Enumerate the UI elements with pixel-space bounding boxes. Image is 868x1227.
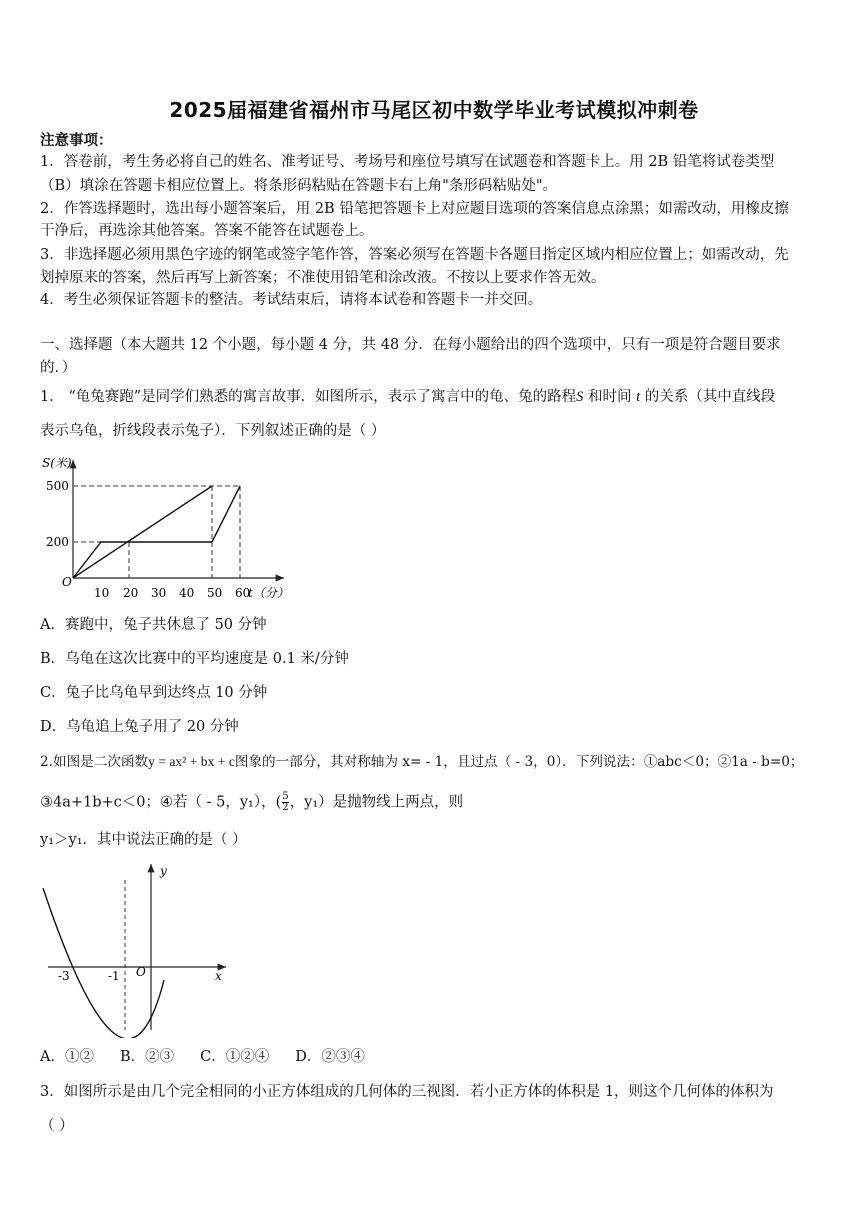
x-tick-40: 40	[179, 586, 195, 600]
parabola-curve	[43, 888, 164, 1038]
x-tick-20: 20	[123, 586, 139, 600]
y-tick-500: 500	[46, 479, 69, 493]
y-tick-200: 200	[46, 535, 69, 549]
q1-option-b: B．乌龟在这次比赛中的平均速度是 0.1 米/分钟	[40, 651, 349, 667]
section-heading-line-2: 的．）	[40, 360, 77, 376]
tortoise-line	[73, 486, 212, 578]
q1-option-c: C．兔子比乌龟早到达终点 10 分钟	[40, 685, 268, 701]
q2-option-d: D．②③④	[295, 1049, 365, 1065]
notice-line-7: 4．考生必须保证答题卡的整洁。考试结束后，请将本试卷和答题卡一并交回。	[40, 292, 543, 308]
section-heading-line-1: 一、选择题（本大题共 12 个小题，每小题 4 分，共 48 分．在每小题给出的四个选项中，只有一项是符合题目要求	[40, 337, 781, 353]
x-axis-label: t（分）	[248, 586, 289, 600]
x-tick-10: 10	[94, 586, 110, 600]
tick-neg1: -1	[108, 969, 120, 983]
q2-option-b: B．②③	[119, 1049, 175, 1065]
q1-option-d: D．乌龟追上兔子用了 20 分钟	[40, 719, 239, 735]
question-1-stem-line-1: 1． “龟兔赛跑”是同学们熟悉的寓言故事．如图所示，表示了寓言中的龟、兔的路程S 和时间 t 的关系（其中直线段	[40, 389, 776, 405]
x-tick-30: 30	[151, 586, 167, 600]
rabbit-polyline	[73, 486, 240, 578]
question-2-stem-line-1: 2.如图是二次函数y = ax² + bx + c图象的一部分，其对称轴为 x= - 1，且过点（ - 3，0）．下列说法：①abc＜0；②1a - b=0；	[40, 754, 804, 770]
q2-option-a: A．①②	[40, 1049, 94, 1065]
notice-line-1: 1．答卷前，考生务必将自己的姓名、准考证号、考场号和座位号填写在试题卷和答题卡上。用 2B 铅笔将试卷类型	[40, 154, 775, 170]
fraction-numerator: 5	[282, 791, 289, 802]
question-2-stem-line-2: ③4a+1b+c＜0；④若（ - 5，y₁），( $\frac{5}{2}$ ，y₁）是抛物线上两点，则	[40, 791, 464, 813]
notice-line-5: 3．非选择题必须用黑色字迹的钢笔或签字笔作答，答案必须写在答题卡各题目指定区域内相应位置上；如需改动，先	[40, 247, 789, 263]
question-3-stem-line-2: （ ）	[40, 1118, 74, 1134]
guide-lines	[73, 486, 240, 578]
parabola-graph	[36, 858, 236, 1038]
notice-line-6: 划掉原来的答案，然后再写上新答案；不准使用铅笔和涂改液。不按以上要求作答无效。	[40, 270, 606, 286]
question-2-stem-line-3: y₁＞y₁．其中说法正确的是（ ）	[40, 832, 247, 848]
question-3-stem-line-1: 3．如图所示是由几个完全相同的小正方体组成的几何体的三视图．若小正方体的体积是 1，则这个几何体的体积为	[40, 1084, 774, 1100]
x-tick-50: 50	[207, 586, 223, 600]
notice-line-4: 干净后，再选涂其他答案。答案不能答在试题卷上。	[40, 223, 374, 239]
notice-line-2: （B）填涂在答题卡相应位置上。将条形码粘贴在答题卡右上角"条形码粘贴处"。	[40, 178, 557, 194]
page-title: 2025届福建省福州市马尾区初中数学毕业考试模拟冲刺卷	[169, 98, 699, 122]
notice-heading: 注意事项：	[40, 132, 113, 149]
question-1-stem-line-2: 表示乌龟，折线段表示兔子）．下列叙述正确的是（ ）	[40, 423, 386, 439]
origin-label: O	[136, 965, 146, 979]
tick-neg3: -3	[58, 969, 70, 983]
q2-options	[40, 1047, 365, 1067]
q1-option-a: A．赛跑中，兔子共休息了 50 分钟	[40, 617, 267, 633]
fraction-denominator: 2	[282, 802, 289, 813]
q2-option-c: C．①②④	[200, 1049, 270, 1065]
x-axis-label: x	[215, 969, 222, 983]
y-axis-label: S(米)	[42, 456, 72, 470]
origin-label: O	[62, 575, 72, 589]
notice-line-3: 2．作答选择题时，选出每小题答案后，用 2B 铅笔把答题卡上对应题目选项的答案信息点涂黑；如需改动，用橡皮擦	[40, 201, 789, 217]
x-tick-60: 60	[235, 586, 251, 600]
y-axis-label: y	[160, 864, 167, 878]
race-distance-time-graph	[36, 452, 296, 602]
